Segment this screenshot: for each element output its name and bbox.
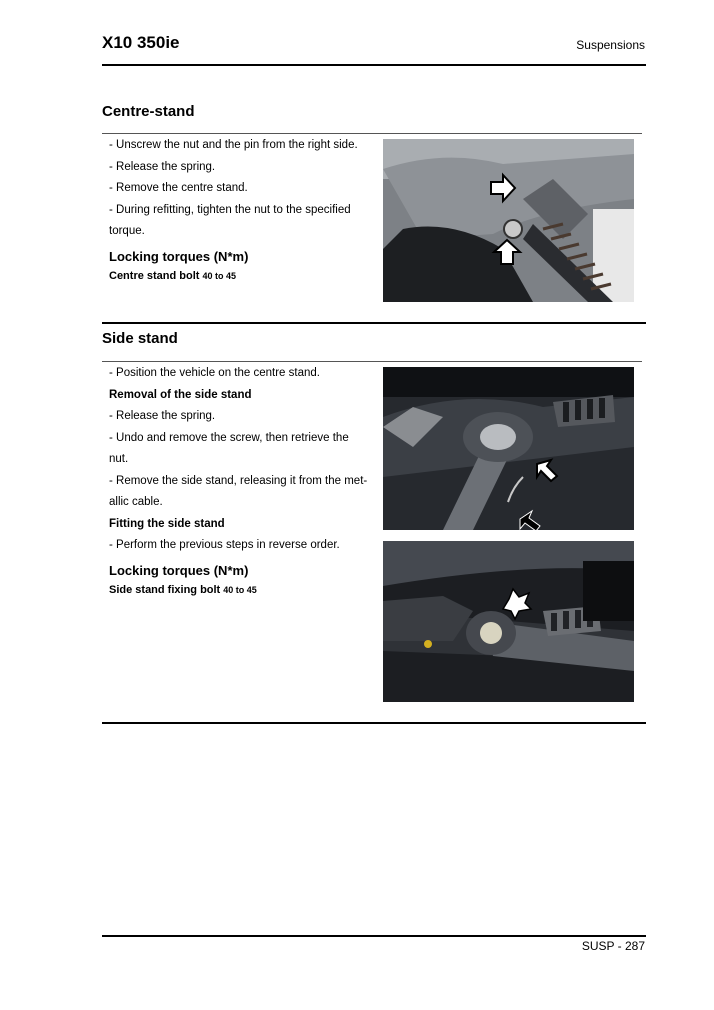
side-stand-text [109,363,374,599]
page-number: SUSP - 287 [581,939,645,953]
torque-heading: Locking torques (N*m) [109,248,249,264]
side-stand-photo-2 [383,541,634,702]
section-rule [102,322,646,324]
document-title: X10 350ie [102,33,180,52]
step: - Remove the centre stand. [109,182,248,194]
step: - Release the spring. [109,410,216,422]
header-rule [102,64,646,66]
torque-spec [109,581,374,599]
centre-stand-rule [102,133,642,134]
torque-label: Centre stand bolt [109,269,200,282]
torque-value: 40 to 45 [202,270,237,281]
step: - Unscrew the nut and the pin from the right side. [109,139,358,151]
side-stand-title: Side stand [102,330,178,347]
step: nut. [109,453,129,465]
centre-stand-title: Centre-stand [102,103,195,120]
step: - Perform the previous steps in reverse order. [109,539,340,551]
step: - Undo and remove the screw, then retrieve the [109,431,349,444]
torque-value: 40 to 45 [223,584,257,595]
step: - Position the vehicle on the centre stand. [109,367,320,379]
torque-label: Side stand fixing bolt [109,583,221,596]
step: - Release the spring. [109,160,216,173]
removal-heading: Removal of the side stand [109,388,252,401]
torque-heading: Locking torques (N*m) [109,562,249,578]
centre-stand-photo [383,139,634,302]
torque-spec [109,267,374,285]
step: allic cable. [109,496,163,508]
step: - Remove the side stand, releasing it from the met- [109,474,368,487]
centre-stand-text [109,135,374,285]
step: torque. [109,225,145,237]
chapter-name: Suspensions [576,38,645,52]
step: - During refitting, tighten the nut to the specified [109,203,351,216]
footer-rule [102,935,646,937]
side-stand-rule [102,361,642,362]
side-stand-photo-1 [383,367,634,530]
fitting-heading: Fitting the side stand [109,517,225,530]
section-end-rule [102,722,646,724]
